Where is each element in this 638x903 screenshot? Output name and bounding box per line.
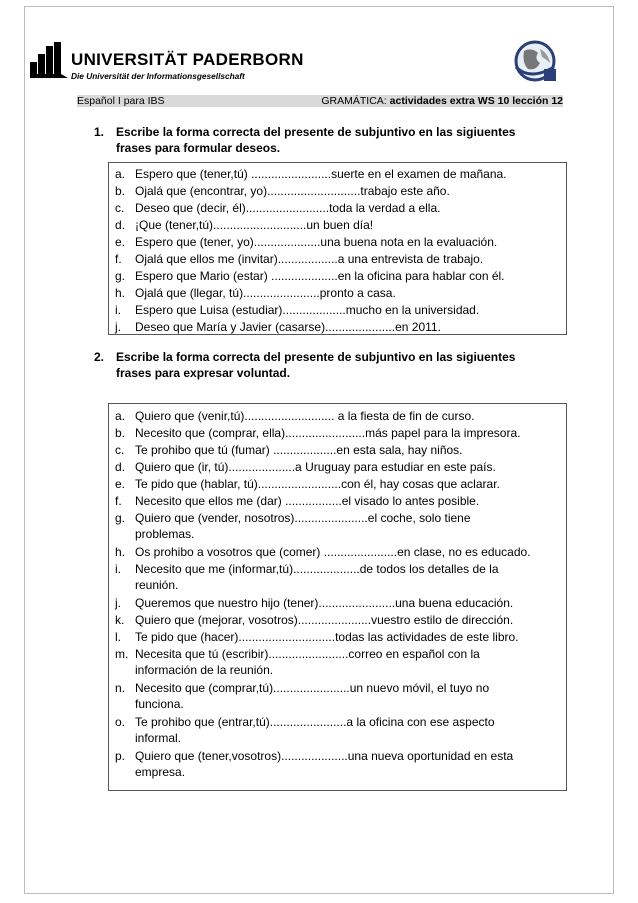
item-text-line: Te pido que (hablar, tú).........................con él, hay cosas que aclarar. — [135, 477, 500, 491]
item-text — [135, 166, 575, 182]
exercise-1-box — [108, 162, 567, 335]
item-text-continuation: empresa. — [135, 765, 186, 779]
item-letter: a. — [115, 167, 126, 181]
exercise-title-line: Escribe la forma correcta del presente de subjuntivo en las sigiuentes — [116, 125, 516, 139]
item-text — [135, 408, 575, 424]
item-text — [135, 285, 575, 301]
item-text-continuation: funciona. — [135, 697, 184, 711]
item-text-line: ¡Que (tener,tú)............................un buen día! — [135, 218, 374, 232]
item-letter: l. — [115, 630, 121, 644]
item-text-line: Os prohibo a vosotros que (comer) ......................en clase, no es educado. — [135, 545, 531, 559]
item-text — [135, 200, 575, 216]
item-letter: d. — [115, 218, 126, 232]
item-letter: c. — [115, 443, 125, 457]
item-text — [135, 646, 575, 678]
item-text — [135, 459, 575, 475]
item-text — [135, 268, 575, 284]
item-text-line: Deseo que María y Javier (casarse).....................en 2011. — [135, 320, 441, 334]
item-letter: h. — [115, 545, 126, 559]
item-text — [135, 319, 575, 335]
item-letter: j. — [115, 596, 121, 610]
item-letter: i. — [115, 562, 121, 576]
item-letter: p. — [115, 749, 126, 763]
item-letter: a. — [115, 409, 126, 423]
item-text — [135, 493, 575, 509]
item-letter: f. — [115, 494, 122, 508]
item-text — [135, 612, 575, 628]
university-logo-icon — [30, 42, 68, 78]
item-text — [135, 183, 575, 199]
exercise-title-line: frases para expresar voluntad. — [116, 365, 291, 380]
item-text-line: Quiero que (ir, tú)....................a Uruguay para estudiar en este país. — [135, 460, 496, 474]
item-letter: b. — [115, 184, 126, 198]
item-letter: b. — [115, 426, 126, 440]
item-letter: k. — [115, 613, 125, 627]
topic-bold: actividades extra WS 10 lección 12 — [389, 95, 563, 107]
item-text — [135, 302, 575, 318]
item-text-continuation: informal. — [135, 731, 182, 745]
item-text-line: Te prohibo que (entrar,tú).......................a la oficina con ese aspecto — [135, 715, 495, 729]
item-text-line: Necesito que (comprar,tú).......................un nuevo móvil, el tuyo no — [135, 681, 490, 695]
item-letter: g. — [115, 511, 126, 525]
item-text — [135, 510, 575, 542]
exercise-title-line: Escribe la forma correcta del presente de subjuntivo en las sigiuentes — [116, 350, 516, 364]
item-letter: j. — [115, 320, 121, 334]
item-text-line: Quiero que (mejorar, vosotros)......................vuestro estilo de dirección. — [135, 613, 514, 627]
item-text-line: Necesito que ellos me (dar) .................el visado lo antes posible. — [135, 494, 480, 508]
item-letter: f. — [115, 252, 122, 266]
item-text-line: Espero que Mario (estar) ....................en la oficina para hablar con él. — [135, 269, 505, 283]
item-text — [135, 217, 575, 233]
item-text-line: Ojalá que (encontrar, yo)............................trabajo este año. — [135, 184, 450, 198]
item-letter: c. — [115, 201, 125, 215]
topic-label — [321, 95, 563, 107]
university-tagline: Die Universität der Informationsgesellschaft — [71, 71, 245, 81]
item-text-line: Espero que Luisa (estudiar)...................mucho en la universidad. — [135, 303, 480, 317]
item-text-continuation: información de la reunión. — [135, 663, 274, 677]
item-letter: h. — [115, 286, 126, 300]
item-text — [135, 748, 575, 780]
item-letter: e. — [115, 477, 126, 491]
item-text — [135, 476, 575, 492]
globe-logo-icon — [510, 37, 560, 87]
course-label: Español I para IBS — [77, 95, 165, 107]
exercise-title-line: frases para formular deseos. — [116, 140, 281, 155]
item-text — [135, 544, 575, 560]
item-text — [135, 425, 575, 441]
item-text-line: Queremos que nuestro hijo (tener).......................una buena educación. — [135, 596, 514, 610]
item-text — [135, 561, 575, 593]
item-text — [135, 595, 575, 611]
item-text-line: Ojalá que ellos me (invitar)..................a una entrevista de trabajo. — [135, 252, 484, 266]
item-text-continuation: reunión. — [135, 578, 179, 592]
item-text — [135, 234, 575, 250]
item-letter: d. — [115, 460, 126, 474]
item-text-line: Necesito que me (informar,tú)....................de todos los detalles de la — [135, 562, 499, 576]
item-letter: m. — [115, 647, 129, 661]
header-bar — [77, 95, 563, 107]
exercise-number: 2. — [94, 350, 105, 364]
item-text-line: Ojalá que (llegar, tú).......................pronto a casa. — [135, 286, 396, 300]
item-text-line: Quiero que (venir,tú)........................... a la fiesta de fin de curso. — [135, 409, 475, 423]
exercise-2-box — [108, 403, 567, 791]
item-text — [135, 251, 575, 267]
item-letter: n. — [115, 681, 126, 695]
item-letter: i. — [115, 303, 121, 317]
item-text-line: Necesito que (comprar, ella)........................más papel para la impresora. — [135, 426, 521, 440]
item-text — [135, 680, 575, 712]
item-text — [135, 714, 575, 746]
topic-prefix: GRAMÁTICA: — [321, 95, 390, 107]
item-text — [135, 442, 575, 458]
exercise-number: 1. — [94, 125, 105, 139]
item-text-line: Quiero que (vender, nosotros)......................el coche, solo tiene — [135, 511, 471, 525]
item-letter: o. — [115, 715, 126, 729]
item-text-line: Te prohibo que tú (fumar) ...................en esta sala, hay niños. — [135, 443, 463, 457]
item-text-line: Espero que (tener,tú) ........................suerte en el examen de mañana. — [135, 167, 507, 181]
item-text-line: Quiero que (tener,vosotros)....................una nueva oportunidad en esta — [135, 749, 514, 763]
item-letter: e. — [115, 235, 126, 249]
item-text-line: Te pido que (hacer).............................todas las actividades de este libro. — [135, 630, 519, 644]
item-letter: g. — [115, 269, 126, 283]
university-name: UNIVERSITÄT PADERBORN — [71, 50, 304, 69]
item-text-line: Deseo que (decir, él).........................toda la verdad a ella. — [135, 201, 441, 215]
item-text-line: Espero que (tener, yo)....................una buena nota en la evaluación. — [135, 235, 498, 249]
item-text-line: Necesita que tú (escribir)........................correo en español con la — [135, 647, 480, 661]
item-text-continuation: problemas. — [135, 527, 195, 541]
item-text — [135, 629, 575, 645]
